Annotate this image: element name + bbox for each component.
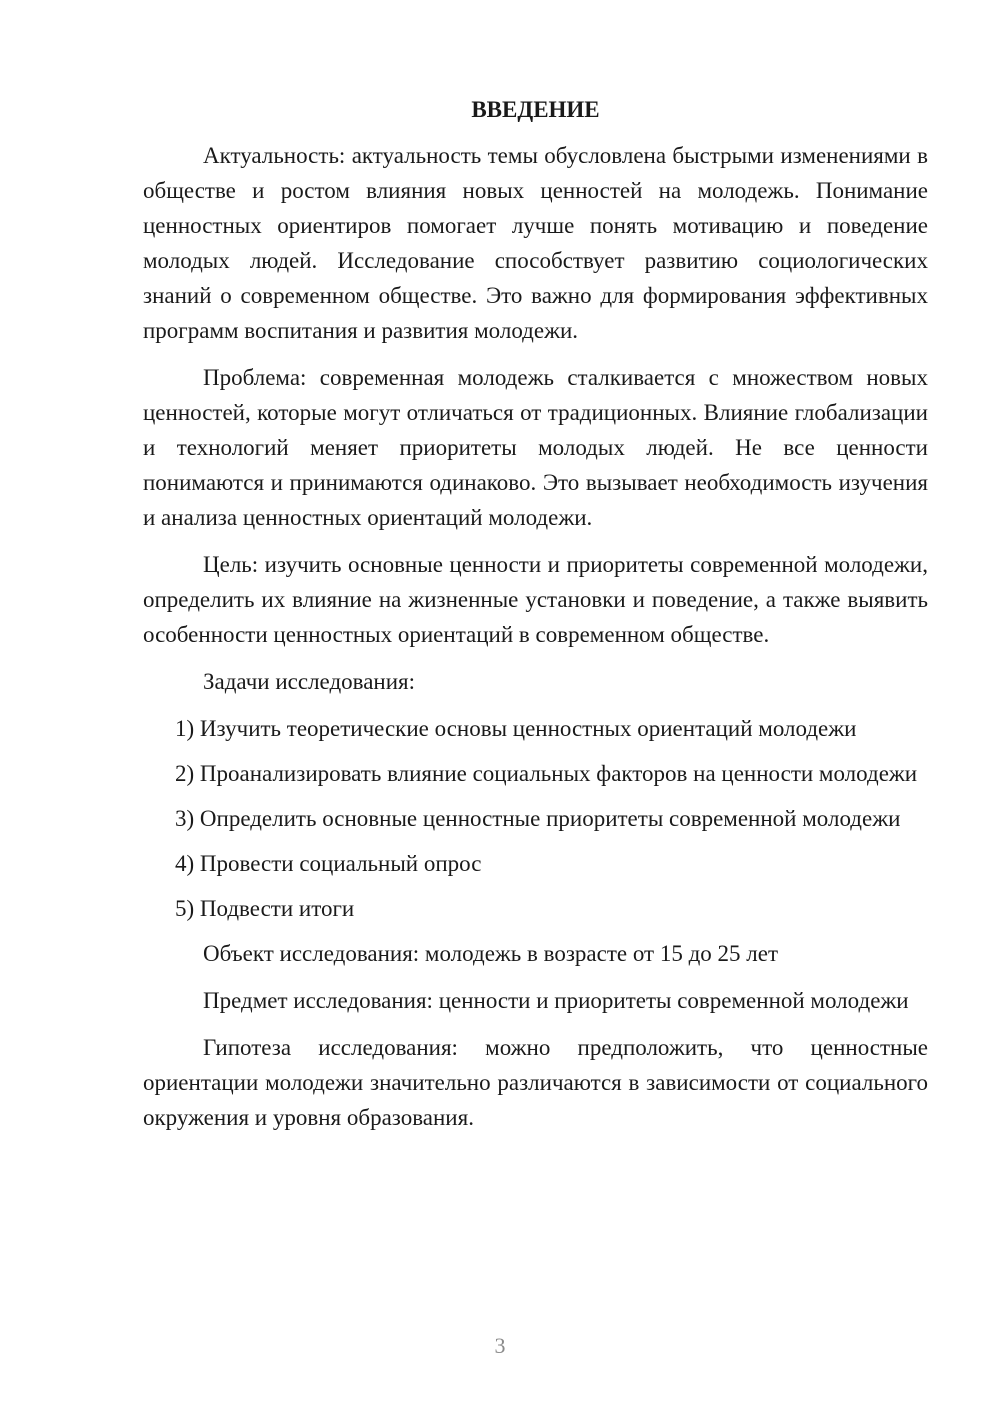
hypothesis-paragraph: Гипотеза исследования: можно предположить, что ценностные ориентации молодежи значительно различаются в зависимости от социального окружения и уровня образования. (143, 1035, 928, 1130)
task-item-2: 2) Проанализировать влияние социальных факторов на ценности молодежи (175, 761, 918, 786)
task-item-1: 1) Изучить теоретические основы ценностных ориентаций молодежи (175, 716, 857, 741)
document-page (143, 90, 928, 1147)
goal-paragraph: Цель: изучить основные ценности и приоритеты современной молодежи, определить их влияние на жизненные установки и поведение, а также выявить особенности ценностных ориентаций в современном обществе. (143, 552, 928, 647)
relevance-paragraph: Актуальность: актуальность темы обусловлена быстрыми изменениями в обществе и ростом влияния новых ценностей на молодежь. Понимание ценностных ориентиров помогает лучше понять мотивацию и поведение молодых людей. Исследование способствует развитию социологических знаний о современном обществе. Это важно для формирования эффективных программ воспитания и развития молодежи. (143, 143, 928, 343)
page-number: 3 (494, 1333, 506, 1358)
task-item-3: 3) Определить основные ценностные приоритеты современной молодежи (175, 806, 901, 831)
task-item-4: 4) Провести социальный опрос (175, 851, 482, 876)
object-paragraph: Объект исследования: молодежь в возрасте от 15 до 25 лет (203, 941, 779, 966)
subject-paragraph: Предмет исследования: ценности и приоритеты современной молодежи (203, 988, 909, 1013)
problem-paragraph: Проблема: современная молодежь сталкивается с множеством новых ценностей, которые могут отличаться от традиционных. Влияние глобализации и технологий меняет приоритеты молодых людей. Не все ценности понимаются и принимаются одинаково. Это вызывает необходимость изучения и анализа ценностных ориентаций молодежи. (143, 365, 928, 530)
tasks-title: Задачи исследования: (203, 669, 416, 694)
section-heading: ВВЕДЕНИЕ (471, 97, 600, 122)
task-item-5: 5) Подвести итоги (175, 896, 355, 921)
